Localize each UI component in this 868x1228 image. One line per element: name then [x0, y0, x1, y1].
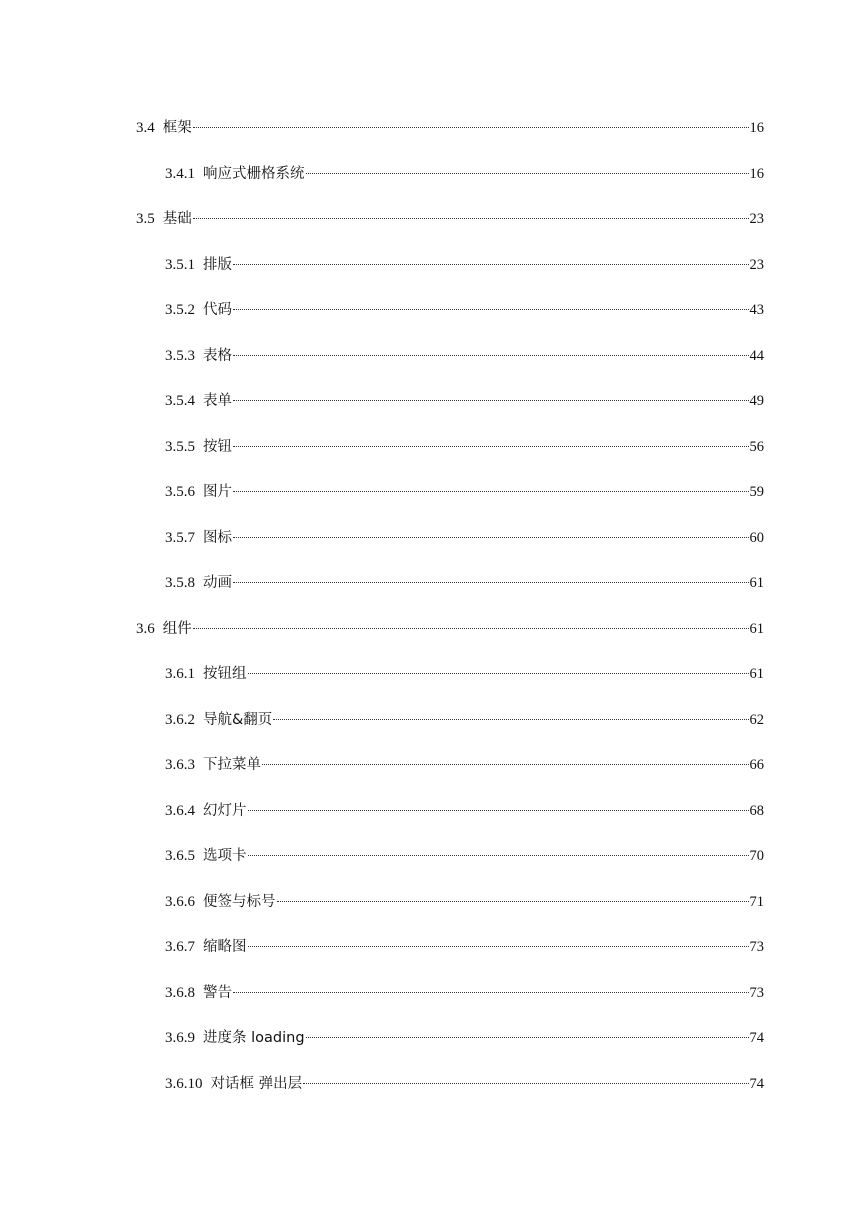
toc-entry-title: 进度条 loading — [203, 1030, 305, 1046]
toc-entry-number: 3.5.7 — [165, 530, 195, 546]
toc-entry-page: 43 — [749, 302, 764, 318]
dot-leader — [303, 1083, 748, 1084]
toc-entry-number: 3.6.1 — [165, 666, 195, 682]
toc-entry[interactable] — [165, 753, 764, 777]
toc-entry-title: 幻灯片 — [203, 803, 247, 819]
toc-entry[interactable] — [165, 571, 764, 595]
toc-entry-page: 71 — [749, 894, 764, 910]
toc-entry-title: 导航&翻页 — [203, 712, 273, 728]
toc-entry-title: 表单 — [203, 393, 232, 409]
toc-entry[interactable] — [165, 1072, 764, 1096]
toc-entry[interactable] — [165, 389, 764, 413]
toc-entry-number: 3.6.7 — [165, 939, 195, 955]
toc-entry-title: 按钮 — [203, 439, 232, 455]
toc-entry[interactable] — [165, 799, 764, 823]
dot-leader — [306, 1037, 749, 1038]
dot-leader — [248, 673, 749, 674]
toc-entry-page: 49 — [749, 393, 764, 409]
toc-entry-title: 响应式栅格系统 — [203, 166, 305, 182]
dot-leader — [306, 173, 749, 174]
dot-leader — [277, 901, 749, 902]
toc-entry[interactable] — [165, 480, 764, 504]
toc-entry-number: 3.4.1 — [165, 166, 195, 182]
toc-entry-title: 缩略图 — [203, 939, 247, 955]
toc-entry[interactable] — [165, 435, 764, 459]
toc-entry[interactable] — [165, 162, 764, 186]
toc-entry-number: 3.6.5 — [165, 848, 195, 864]
toc-entry-title: 图标 — [203, 530, 232, 546]
toc-entry-page: 16 — [749, 120, 764, 136]
toc-entry-page: 44 — [749, 348, 764, 364]
dot-leader — [233, 264, 749, 265]
toc-entry-title: 警告 — [203, 985, 232, 1001]
toc-entry-title: 下拉菜单 — [203, 757, 261, 773]
toc-entry-title: 组件 — [162, 621, 192, 637]
toc-entry-page: 16 — [749, 166, 764, 182]
toc-entry-title: 动画 — [203, 575, 232, 591]
toc-entry-page: 62 — [749, 712, 764, 728]
toc-entry[interactable] — [165, 1026, 764, 1050]
toc-entry[interactable] — [165, 344, 764, 368]
toc-entry-number: 3.6.10 — [165, 1076, 203, 1092]
toc-entry-number: 3.5.2 — [165, 302, 195, 318]
toc-entry[interactable] — [136, 116, 764, 140]
toc-entry-page: 70 — [749, 848, 764, 864]
toc-entry-number: 3.6.8 — [165, 985, 195, 1001]
dot-leader — [233, 537, 749, 538]
toc-entry-page: 73 — [749, 985, 764, 1001]
toc-entry-page: 61 — [749, 575, 764, 591]
toc-entry[interactable] — [165, 935, 764, 959]
toc-entry-page: 74 — [749, 1076, 764, 1092]
dot-leader — [233, 582, 749, 583]
toc-entry-number: 3.6.3 — [165, 757, 195, 773]
toc-entry-title: 对话框 弹出层 — [210, 1076, 303, 1092]
toc-entry-title: 选项卡 — [203, 848, 247, 864]
toc-entry-number: 3.5.4 — [165, 393, 195, 409]
toc-entry-page: 66 — [749, 757, 764, 773]
toc-entry-number: 3.6 — [136, 621, 155, 637]
toc-entry-page: 68 — [749, 803, 764, 819]
toc-entry[interactable] — [136, 207, 764, 231]
toc-entry-number: 3.6.4 — [165, 803, 195, 819]
toc-entry-page: 23 — [749, 257, 764, 273]
dot-leader — [193, 628, 749, 629]
toc-entry[interactable] — [165, 526, 764, 550]
toc-entry[interactable] — [165, 298, 764, 322]
dot-leader — [233, 309, 749, 310]
dot-leader — [233, 992, 749, 993]
toc-entry[interactable] — [165, 253, 764, 277]
dot-leader — [233, 491, 749, 492]
toc-entry-number: 3.5.3 — [165, 348, 195, 364]
dot-leader — [193, 127, 749, 128]
toc-entry-page: 74 — [749, 1030, 764, 1046]
toc-entry-title: 基础 — [162, 211, 192, 227]
toc-entry[interactable] — [165, 890, 764, 914]
toc-entry-number: 3.6.6 — [165, 894, 195, 910]
toc-entry[interactable] — [165, 981, 764, 1005]
toc-entry[interactable] — [165, 662, 764, 686]
dot-leader — [233, 355, 749, 356]
dot-leader — [193, 218, 749, 219]
dot-leader — [262, 764, 749, 765]
toc-entry-title: 表格 — [203, 348, 232, 364]
toc-entry-page: 56 — [749, 439, 764, 455]
toc-entry-number: 3.6.2 — [165, 712, 195, 728]
toc-entry-page: 60 — [749, 530, 764, 546]
toc-entry-page: 61 — [749, 666, 764, 682]
dot-leader — [233, 446, 749, 447]
toc-entry-title: 按钮组 — [203, 666, 247, 682]
toc-entry-number: 3.6.9 — [165, 1030, 195, 1046]
toc-entry-title: 代码 — [203, 302, 232, 318]
toc-entry-number: 3.5.8 — [165, 575, 195, 591]
toc-entry-page: 61 — [749, 621, 764, 637]
toc-entry-page: 23 — [749, 211, 764, 227]
toc-entry[interactable] — [165, 844, 764, 868]
toc-entry-title: 图片 — [203, 484, 232, 500]
toc-entry-number: 3.4 — [136, 120, 155, 136]
toc-entry[interactable] — [136, 617, 764, 641]
toc-entry-title: 框架 — [162, 120, 192, 136]
toc-entry-title: 排版 — [203, 257, 232, 273]
dot-leader — [248, 946, 749, 947]
toc-entry-page: 73 — [749, 939, 764, 955]
toc-entry[interactable] — [165, 708, 764, 732]
toc-entry-title: 便签与标号 — [203, 894, 276, 910]
toc-entry-number: 3.5.6 — [165, 484, 195, 500]
toc-entry-page: 59 — [749, 484, 764, 500]
toc-entry-number: 3.5 — [136, 211, 155, 227]
dot-leader — [233, 400, 749, 401]
toc-entry-number: 3.5.1 — [165, 257, 195, 273]
dot-leader — [248, 810, 749, 811]
toc-entry-number: 3.5.5 — [165, 439, 195, 455]
dot-leader — [273, 719, 748, 720]
dot-leader — [248, 855, 749, 856]
